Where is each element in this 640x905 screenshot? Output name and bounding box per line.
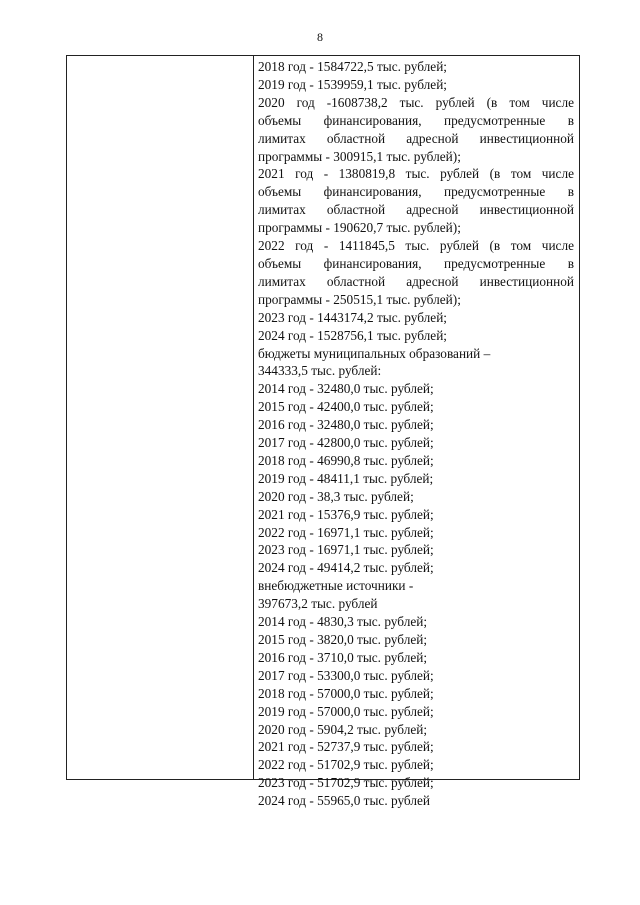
text-line: 397673,2 тыс. рублей [258, 596, 378, 612]
text-line: 2019 год - 1539959,1 тыс. рублей; [258, 76, 448, 92]
text-line: лимитах областной адресной инвестиционной [258, 130, 574, 146]
text-line: 2014 год - 4830,3 тыс. рублей; [258, 614, 428, 630]
text-line: 2015 год - 42400,0 тыс. рублей; [258, 399, 434, 415]
text-line: 2018 год - 57000,0 тыс. рублей; [258, 685, 434, 701]
text-line: объемы финансирования, предусмотренные в [258, 112, 574, 128]
text-line: лимитах областной адресной инвестиционной [258, 202, 574, 218]
text-line: 2016 год - 32480,0 тыс. рублей; [258, 417, 434, 433]
text-line: 2022 год - 16971,1 тыс. рублей; [258, 524, 434, 540]
text-line: 2024 год - 1528756,1 тыс. рублей; [258, 327, 448, 343]
text-line: 2017 год - 42800,0 тыс. рублей; [258, 435, 434, 451]
text-line: внебюджетные источники - [258, 578, 414, 594]
text-line: 2023 год - 1443174,2 тыс. рублей; [258, 309, 448, 325]
table-right-cell [258, 58, 574, 810]
text-line: лимитах областной адресной инвестиционной [258, 273, 574, 289]
text-line: 2023 год - 16971,1 тыс. рублей; [258, 542, 434, 558]
text-line: программы - 190620,7 тыс. рублей); [258, 220, 461, 236]
text-line: 2022 год - 51702,9 тыс. рублей; [258, 757, 434, 773]
text-line: 2017 год - 53300,0 тыс. рублей; [258, 667, 434, 683]
text-line: 2020 год - 38,3 тыс. рублей; [258, 488, 414, 504]
text-line: 2016 год - 3710,0 тыс. рублей; [258, 649, 428, 665]
text-line: 2024 год - 55965,0 тыс. рублей [258, 793, 431, 809]
text-line: 2014 год - 32480,0 тыс. рублей; [258, 381, 434, 397]
text-line: 2018 год - 1584722,5 тыс. рублей; [258, 59, 448, 74]
text-line: 2022 год - 1411845,5 тыс. рублей (в том числе [258, 238, 574, 254]
text-line: 2020 год -1608738,2 тыс. рублей (в том числе [258, 94, 574, 110]
text-line: 2023 год - 51702,9 тыс. рублей; [258, 775, 434, 791]
text-line: 2020 год - 5904,2 тыс. рублей; [258, 721, 428, 737]
text-line: 344333,5 тыс. рублей: [258, 363, 382, 379]
financing-table [66, 55, 580, 809]
text-line: программы - 300915,1 тыс. рублей); [258, 148, 461, 164]
text-line: бюджеты муниципальных образований – [258, 345, 491, 361]
page-number: 8 [317, 30, 323, 44]
text-line: 2015 год - 3820,0 тыс. рублей; [258, 632, 428, 647]
text-line: объемы финансирования, предусмотренные в [258, 184, 574, 200]
text-line: 2019 год - 48411,1 тыс. рублей; [258, 470, 434, 486]
text-line: объемы финансирования, предусмотренные в [258, 255, 574, 271]
text-line: 2024 год - 49414,2 тыс. рублей; [258, 560, 434, 576]
text-line: программы - 250515,1 тыс. рублей); [258, 291, 461, 307]
text-line: 2021 год - 1380819,8 тыс. рублей (в том числе [258, 166, 574, 182]
text-line: 2019 год - 57000,0 тыс. рублей; [258, 703, 434, 719]
text-line: 2021 год - 15376,9 тыс. рублей; [258, 506, 434, 522]
text-line: 2021 год - 52737,9 тыс. рублей; [258, 739, 434, 755]
text-line: 2018 год - 46990,8 тыс. рублей; [258, 452, 434, 468]
column-divider [253, 56, 254, 779]
